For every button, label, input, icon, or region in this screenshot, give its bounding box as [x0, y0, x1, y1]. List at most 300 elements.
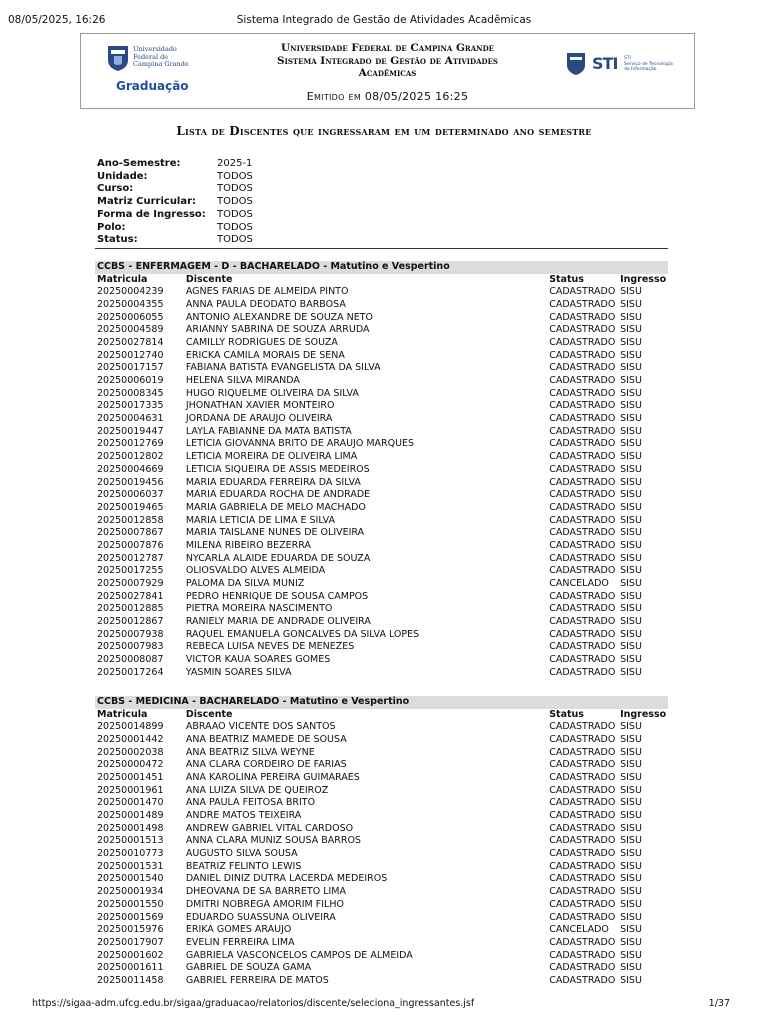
- cell-discente: GABRIEL DE SOUZA GAMA: [185, 962, 312, 974]
- cell-matricula: 20250007867: [97, 527, 164, 539]
- cell-ingresso: SISU: [620, 616, 642, 628]
- cell-status: CADASTRADO: [549, 286, 616, 298]
- cell-status: CADASTRADO: [549, 873, 616, 885]
- cell-discente: ANNA CLARA MUNIZ SOUSA BARROS: [185, 835, 361, 847]
- cell-ingresso: SISU: [620, 425, 642, 437]
- cell-ingresso: SISU: [620, 771, 642, 783]
- cell-status: CADASTRADO: [549, 949, 616, 961]
- cell-status: CADASTRADO: [549, 898, 616, 910]
- filter-row: [97, 183, 253, 196]
- table-row: [95, 591, 668, 604]
- cell-ingresso: SISU: [620, 387, 642, 399]
- cell-ingresso: SISU: [620, 298, 642, 310]
- table-row: [95, 616, 668, 629]
- sti-caption: STI Serviço de Tecnologia da Informação: [624, 56, 673, 72]
- cell-matricula: 20250001451: [97, 771, 164, 783]
- cell-ingresso: SISU: [620, 286, 642, 298]
- table-row: [95, 375, 668, 388]
- ufcg-mini-crest-icon: [566, 52, 586, 76]
- table-row: [95, 603, 668, 616]
- cell-ingresso: SISU: [620, 362, 642, 374]
- cell-discente: ANA PAULA FEITOSA BRITO: [185, 797, 316, 809]
- cell-status: CADASTRADO: [549, 527, 616, 539]
- filter-row: [97, 222, 253, 235]
- cell-ingresso: SISU: [620, 835, 642, 847]
- table-row: [95, 835, 668, 848]
- cell-status: CADASTRADO: [549, 590, 616, 602]
- cell-status: CADASTRADO: [549, 438, 616, 450]
- cell-discente: OLIOSVALDO ALVES ALMEIDA: [185, 565, 326, 577]
- cell-matricula: 20250006037: [97, 489, 164, 501]
- cell-status: CADASTRADO: [549, 425, 616, 437]
- table-row: [95, 451, 668, 464]
- table-row: [95, 873, 668, 886]
- page-number: 1/37: [708, 998, 730, 1009]
- cell-discente: ERICKA CAMILA MORAIS DE SENA: [185, 349, 345, 361]
- cell-matricula: 20250012769: [97, 438, 164, 450]
- cell-ingresso: SISU: [620, 898, 642, 910]
- cell-matricula: 20250012885: [97, 603, 164, 615]
- cell-status: CADASTRADO: [549, 628, 616, 640]
- cell-status: CADASTRADO: [549, 911, 616, 923]
- cell-ingresso: SISU: [620, 400, 642, 412]
- filter-row: [97, 209, 253, 222]
- cell-matricula: 20250007938: [97, 628, 164, 640]
- cell-ingresso: SISU: [620, 336, 642, 348]
- cell-ingresso: SISU: [620, 413, 642, 425]
- graduacao-label: Graduação: [116, 79, 189, 93]
- filter-label: Curso:: [97, 183, 134, 195]
- cell-discente: DHEOVANA DE SA BARRETO LIMA: [185, 886, 347, 898]
- cell-status: CADASTRADO: [549, 489, 616, 501]
- cell-matricula: 20250001470: [97, 797, 164, 809]
- cell-status: CADASTRADO: [549, 514, 616, 526]
- cell-status: CADASTRADO: [549, 974, 616, 986]
- filter-value: 2025-1: [217, 158, 253, 169]
- cell-ingresso: SISU: [620, 860, 642, 872]
- cell-ingresso: SISU: [620, 924, 642, 936]
- cell-status: CADASTRADO: [549, 936, 616, 948]
- cell-discente: ABRAAO VICENTE DOS SANTOS: [185, 721, 336, 733]
- table-row: [95, 962, 668, 975]
- cell-status: CADASTRADO: [549, 810, 616, 821]
- cell-matricula: 20250008087: [97, 654, 164, 666]
- cell-matricula: 20250004589: [97, 324, 164, 336]
- cell-discente: BEATRIZ FELINTO LEWIS: [185, 860, 302, 872]
- cell-ingresso: SISU: [620, 886, 642, 898]
- filter-value: TODOS: [217, 208, 253, 220]
- cell-matricula: 20250004355: [97, 298, 164, 310]
- cell-discente: LAYLA FABIANNE DA MATA BATISTA: [185, 425, 352, 437]
- cell-ingresso: SISU: [620, 797, 642, 809]
- cell-matricula: 20250001540: [97, 873, 164, 885]
- cell-discente: ERIKA GOMES ARAUJO: [185, 924, 292, 936]
- column-header-ingresso: Ingresso: [620, 708, 667, 720]
- filter-label: Status:: [97, 234, 138, 246]
- table-row: [95, 578, 668, 591]
- course-section-medicina: [95, 696, 668, 988]
- cell-status: CADASTRADO: [549, 501, 616, 513]
- cell-discente: RANIELY MARIA DE ANDRADE OLIVEIRA: [185, 616, 371, 628]
- cell-ingresso: SISU: [620, 936, 642, 948]
- table-row: [95, 350, 668, 363]
- cell-discente: HELENA SILVA MIRANDA: [185, 375, 300, 386]
- sti-logo: STI: [592, 54, 618, 73]
- cell-discente: JHONATHAN XAVIER MONTEIRO: [185, 400, 335, 412]
- cell-status: CADASTRADO: [549, 746, 616, 758]
- institution-name: Universidade Federal de Campina Grande: [281, 42, 494, 54]
- cell-matricula: 20250001611: [97, 962, 164, 974]
- table-row: [95, 912, 668, 925]
- cell-ingresso: SISU: [620, 949, 642, 961]
- cell-matricula: 20250017264: [97, 666, 164, 678]
- cell-matricula: 20250012858: [97, 514, 164, 526]
- table-row: [95, 861, 668, 874]
- cell-status: CADASTRADO: [549, 476, 616, 488]
- cell-matricula: 20250001498: [97, 822, 164, 834]
- cell-ingresso: SISU: [620, 514, 642, 526]
- column-header-discente: Discente: [185, 708, 233, 720]
- print-title: Sistema Integrado de Gestão de Atividades Acadêmicas: [236, 14, 532, 26]
- cell-matricula: 20250017157: [97, 362, 164, 374]
- table-row: [95, 721, 668, 734]
- emitted-timestamp: Emitido em 08/05/2025 16:25: [306, 90, 469, 103]
- cell-matricula: 20250001934: [97, 886, 164, 898]
- cell-discente: ANA BEATRIZ MAMEDE DE SOUSA: [185, 733, 347, 745]
- cell-status: CADASTRADO: [549, 387, 616, 399]
- table-header: [95, 274, 668, 287]
- cell-status: CANCELADO: [549, 924, 609, 936]
- cell-discente: DANIEL DINIZ DUTRA LACERDA MEDEIROS: [185, 873, 388, 885]
- cell-status: CADASTRADO: [549, 375, 616, 386]
- filter-label: Ano-Semestre:: [97, 158, 181, 169]
- cell-discente: PALOMA DA SILVA MUNIZ: [185, 578, 305, 589]
- cell-discente: ANDREW GABRIEL VITAL CARDOSO: [185, 822, 354, 834]
- cell-status: CADASTRADO: [549, 721, 616, 733]
- cell-matricula: 20250012787: [97, 552, 164, 564]
- table-row: [95, 413, 668, 426]
- filter-value: TODOS: [217, 234, 253, 246]
- cell-ingresso: SISU: [620, 721, 642, 733]
- cell-ingresso: SISU: [620, 311, 642, 323]
- cell-status: CANCELADO: [549, 578, 609, 589]
- section-title: CCBS - MEDICINA - BACHARELADO - Matutino e Vespertino: [95, 696, 668, 709]
- report-banner: [80, 33, 695, 109]
- system-name-line-2: Acadêmicas: [358, 67, 417, 79]
- table-row: [95, 886, 668, 899]
- cell-discente: LETICIA MOREIRA DE OLIVEIRA LIMA: [185, 451, 358, 463]
- cell-discente: RAQUEL EMANUELA GONCALVES DA SILVA LOPES: [185, 628, 420, 640]
- cell-matricula: 20250001513: [97, 835, 164, 847]
- cell-ingresso: SISU: [620, 962, 642, 974]
- cell-matricula: 20250012740: [97, 349, 164, 361]
- cell-status: CADASTRADO: [549, 886, 616, 898]
- cell-discente: LETICIA SIQUEIRA DE ASSIS MEDEIROS: [185, 463, 370, 475]
- cell-status: CADASTRADO: [549, 860, 616, 872]
- cell-matricula: 20250019465: [97, 501, 164, 513]
- table-row: [95, 388, 668, 401]
- cell-ingresso: SISU: [620, 666, 642, 678]
- table-row: [95, 540, 668, 553]
- table-row: [95, 759, 668, 772]
- table-row: [95, 515, 668, 528]
- cell-discente: ANA LUIZA SILVA DE QUEIROZ: [185, 784, 329, 796]
- column-header-matricula: Matricula: [97, 273, 148, 285]
- cell-matricula: 20250014899: [97, 721, 164, 733]
- cell-status: CADASTRADO: [549, 336, 616, 348]
- cell-matricula: 20250027814: [97, 336, 164, 348]
- table-row: [95, 438, 668, 451]
- cell-discente: DMITRI NOBREGA AMORIM FILHO: [185, 898, 344, 910]
- cell-discente: AUGUSTO SILVA SOUSA: [185, 848, 298, 860]
- table-row: [95, 899, 668, 912]
- cell-status: CADASTRADO: [549, 463, 616, 475]
- table-row: [95, 772, 668, 785]
- cell-matricula: 20250001489: [97, 810, 164, 821]
- cell-matricula: 20250017255: [97, 565, 164, 577]
- cell-matricula: 20250019456: [97, 476, 164, 488]
- table-row: [95, 502, 668, 515]
- cell-matricula: 20250004669: [97, 463, 164, 475]
- cell-matricula: 20250017335: [97, 400, 164, 412]
- cell-matricula: 20250002038: [97, 746, 164, 758]
- filter-label: Forma de Ingresso:: [97, 208, 206, 220]
- table-row: [95, 477, 668, 490]
- table-row: [95, 810, 668, 823]
- cell-status: CADASTRADO: [549, 962, 616, 974]
- system-name-line: Sistema Integrado de Gestão de Atividades: [277, 54, 498, 67]
- table-row: [95, 312, 668, 325]
- cell-ingresso: SISU: [620, 733, 642, 745]
- cell-ingresso: SISU: [620, 873, 642, 885]
- column-header-matricula: Matricula: [97, 708, 148, 720]
- cell-ingresso: SISU: [620, 590, 642, 602]
- table-row: [95, 641, 668, 654]
- cell-discente: MILENA RIBEIRO BEZERRA: [185, 539, 311, 551]
- cell-ingresso: SISU: [620, 451, 642, 463]
- cell-ingresso: SISU: [620, 641, 642, 653]
- cell-status: CADASTRADO: [549, 349, 616, 361]
- cell-status: CADASTRADO: [549, 784, 616, 796]
- cell-ingresso: SISU: [620, 476, 642, 488]
- table-row: [95, 426, 668, 439]
- cell-ingresso: SISU: [620, 552, 642, 564]
- table-row: [95, 299, 668, 312]
- cell-matricula: 20250000472: [97, 759, 164, 771]
- cell-matricula: 20250011458: [97, 974, 164, 986]
- cell-matricula: 20250007876: [97, 539, 164, 551]
- print-header: [8, 14, 760, 28]
- cell-ingresso: SISU: [620, 349, 642, 361]
- cell-status: CADASTRADO: [549, 552, 616, 564]
- institution-heading: [231, 42, 544, 80]
- table-row: [95, 734, 668, 747]
- cell-discente: PEDRO HENRIQUE DE SOUSA CAMPOS: [185, 590, 369, 602]
- cell-discente: GABRIELA VASCONCELOS CAMPOS DE ALMEIDA: [185, 949, 413, 961]
- cell-ingresso: SISU: [620, 438, 642, 450]
- cell-discente: EVELIN FERREIRA LIMA: [185, 936, 295, 948]
- cell-status: CADASTRADO: [549, 848, 616, 860]
- cell-matricula: 20250019447: [97, 425, 164, 437]
- cell-status: CADASTRADO: [549, 539, 616, 551]
- cell-matricula: 20250004631: [97, 413, 164, 425]
- cell-matricula: 20250012867: [97, 616, 164, 628]
- cell-status: CADASTRADO: [549, 666, 616, 678]
- table-row: [95, 337, 668, 350]
- cell-status: CADASTRADO: [549, 400, 616, 412]
- table-row: [95, 797, 668, 810]
- sti-logo-group: [566, 52, 676, 78]
- cell-matricula: 20250006019: [97, 375, 164, 386]
- table-row: [95, 629, 668, 642]
- cell-status: CADASTRADO: [549, 603, 616, 615]
- cell-status: CADASTRADO: [549, 311, 616, 323]
- cell-ingresso: SISU: [620, 375, 642, 386]
- cell-ingresso: SISU: [620, 565, 642, 577]
- cell-ingresso: SISU: [620, 539, 642, 551]
- cell-status: CADASTRADO: [549, 733, 616, 745]
- table-row: [95, 785, 668, 798]
- cell-status: CADASTRADO: [549, 298, 616, 310]
- cell-discente: YASMIN SOARES SILVA: [185, 666, 292, 678]
- filter-value: TODOS: [217, 170, 253, 182]
- filter-label: Polo:: [97, 221, 126, 233]
- table-row: [95, 527, 668, 540]
- cell-ingresso: SISU: [620, 527, 642, 539]
- cell-ingresso: SISU: [620, 974, 642, 986]
- cell-discente: GABRIEL FERREIRA DE MATOS: [185, 974, 329, 986]
- filter-value: TODOS: [217, 221, 253, 233]
- section-title: CCBS - ENFERMAGEM - D - BACHARELADO - Matutino e Vespertino: [95, 261, 668, 274]
- cell-matricula: 20250001602: [97, 949, 164, 961]
- table-header: [95, 709, 668, 722]
- cell-matricula: 20250004239: [97, 286, 164, 298]
- table-row: [95, 747, 668, 760]
- cell-status: CADASTRADO: [549, 641, 616, 653]
- cell-status: CADASTRADO: [549, 565, 616, 577]
- table-row: [95, 553, 668, 566]
- cell-ingresso: SISU: [620, 810, 642, 821]
- cell-discente: HUGO RIQUELME OLIVEIRA DA SILVA: [185, 387, 359, 399]
- print-footer: [8, 998, 760, 1012]
- table-row: [95, 667, 668, 680]
- cell-ingresso: SISU: [620, 784, 642, 796]
- course-section-enfermagem: [95, 261, 668, 680]
- cell-discente: AGNES FARIAS DE ALMEIDA PINTO: [185, 286, 349, 298]
- cell-discente: MARIA LETICIA DE LIMA E SILVA: [185, 514, 335, 526]
- cell-status: CADASTRADO: [549, 759, 616, 771]
- cell-ingresso: SISU: [620, 501, 642, 513]
- cell-matricula: 20250027841: [97, 590, 164, 602]
- cell-discente: ANDRE MATOS TEIXEIRA: [185, 810, 302, 821]
- table-row: [95, 823, 668, 836]
- cell-ingresso: SISU: [620, 603, 642, 615]
- cell-status: CADASTRADO: [549, 451, 616, 463]
- table-row: [95, 400, 668, 413]
- table-row: [95, 848, 668, 861]
- cell-matricula: 20250015976: [97, 924, 164, 936]
- cell-status: CADASTRADO: [549, 324, 616, 336]
- cell-matricula: 20250001442: [97, 733, 164, 745]
- filter-label: Matriz Curricular:: [97, 196, 197, 208]
- cell-ingresso: SISU: [620, 848, 642, 860]
- cell-discente: ANA CLARA CORDEIRO DE FARIAS: [185, 759, 347, 771]
- filter-value: TODOS: [217, 183, 253, 195]
- cell-status: CADASTRADO: [549, 822, 616, 834]
- table-row: [95, 286, 668, 299]
- cell-status: CADASTRADO: [549, 362, 616, 374]
- cell-discente: VICTOR KAUA SOARES GOMES: [185, 654, 331, 666]
- column-header-status: Status: [549, 708, 584, 720]
- cell-discente: MARIA EDUARDA ROCHA DE ANDRADE: [185, 489, 371, 501]
- cell-matricula: 20250008345: [97, 387, 164, 399]
- cell-ingresso: SISU: [620, 628, 642, 640]
- page-url: https://sigaa-adm.ufcg.edu.br/sigaa/graduacao/relatorios/discente/seleciona_ingressantes.jsf: [32, 998, 475, 1009]
- cell-matricula: 20250006055: [97, 311, 164, 323]
- ufcg-crest-icon: [106, 44, 130, 72]
- print-date: 08/05/2025, 16:26: [8, 14, 106, 26]
- cell-discente: ANTONIO ALEXANDRE DE SOUZA NETO: [185, 311, 374, 323]
- cell-ingresso: SISU: [620, 578, 642, 589]
- cell-status: CADASTRADO: [549, 835, 616, 847]
- cell-discente: FABIANA BATISTA EVANGELISTA DA SILVA: [185, 362, 381, 374]
- column-header-ingresso: Ingresso: [620, 273, 667, 285]
- report-title: Lista de Discentes que ingressaram em um determinado ano semestre: [176, 124, 592, 138]
- table-row: [95, 489, 668, 502]
- cell-ingresso: SISU: [620, 324, 642, 336]
- cell-matricula: 20250012802: [97, 451, 164, 463]
- cell-discente: NYCARLA ALAIDE EDUARDA DE SOUZA: [185, 552, 371, 564]
- column-header-status: Status: [549, 273, 584, 285]
- divider: [95, 248, 668, 249]
- cell-discente: CAMILLY RODRIGUES DE SOUZA: [185, 336, 338, 348]
- cell-discente: ANA BEATRIZ SILVA WEYNE: [185, 746, 315, 758]
- cell-matricula: 20250001569: [97, 911, 164, 923]
- table-row: [95, 950, 668, 963]
- cell-ingresso: SISU: [620, 911, 642, 923]
- cell-discente: ANNA PAULA DEODATO BARBOSA: [185, 298, 346, 310]
- cell-discente: REBECA LUISA NEVES DE MENEZES: [185, 641, 355, 653]
- filter-row: [97, 234, 253, 247]
- cell-matricula: 20250001531: [97, 860, 164, 872]
- cell-discente: MARIA GABRIELA DE MELO MACHADO: [185, 501, 366, 513]
- cell-discente: JORDANA DE ARAUJO OLIVEIRA: [185, 413, 333, 425]
- cell-matricula: 20250001550: [97, 898, 164, 910]
- cell-ingresso: SISU: [620, 463, 642, 475]
- cell-matricula: 20250007929: [97, 578, 164, 589]
- filter-row: [97, 171, 253, 184]
- cell-matricula: 20250001961: [97, 784, 164, 796]
- cell-discente: MARIA EDUARDA FERREIRA DA SILVA: [185, 476, 361, 488]
- cell-discente: EDUARDO SUASSUNA OLIVEIRA: [185, 911, 336, 923]
- cell-status: CADASTRADO: [549, 771, 616, 783]
- table-row: [95, 324, 668, 337]
- cell-status: CADASTRADO: [549, 654, 616, 666]
- cell-ingresso: SISU: [620, 759, 642, 771]
- ufcg-logo-text: Universidade Federal de Campina Grande: [133, 45, 189, 68]
- filter-row: [97, 196, 253, 209]
- table-row: [95, 654, 668, 667]
- filter-summary: [97, 158, 253, 247]
- cell-status: CADASTRADO: [549, 616, 616, 628]
- filter-label: Unidade:: [97, 170, 148, 182]
- cell-discente: MARIA TAISLANE NUNES DE OLIVEIRA: [185, 527, 365, 539]
- table-row: [95, 975, 668, 988]
- cell-ingresso: SISU: [620, 654, 642, 666]
- cell-status: CADASTRADO: [549, 413, 616, 425]
- cell-discente: ANA KAROLINA PEREIRA GUIMARAES: [185, 771, 360, 783]
- table-row: [95, 362, 668, 375]
